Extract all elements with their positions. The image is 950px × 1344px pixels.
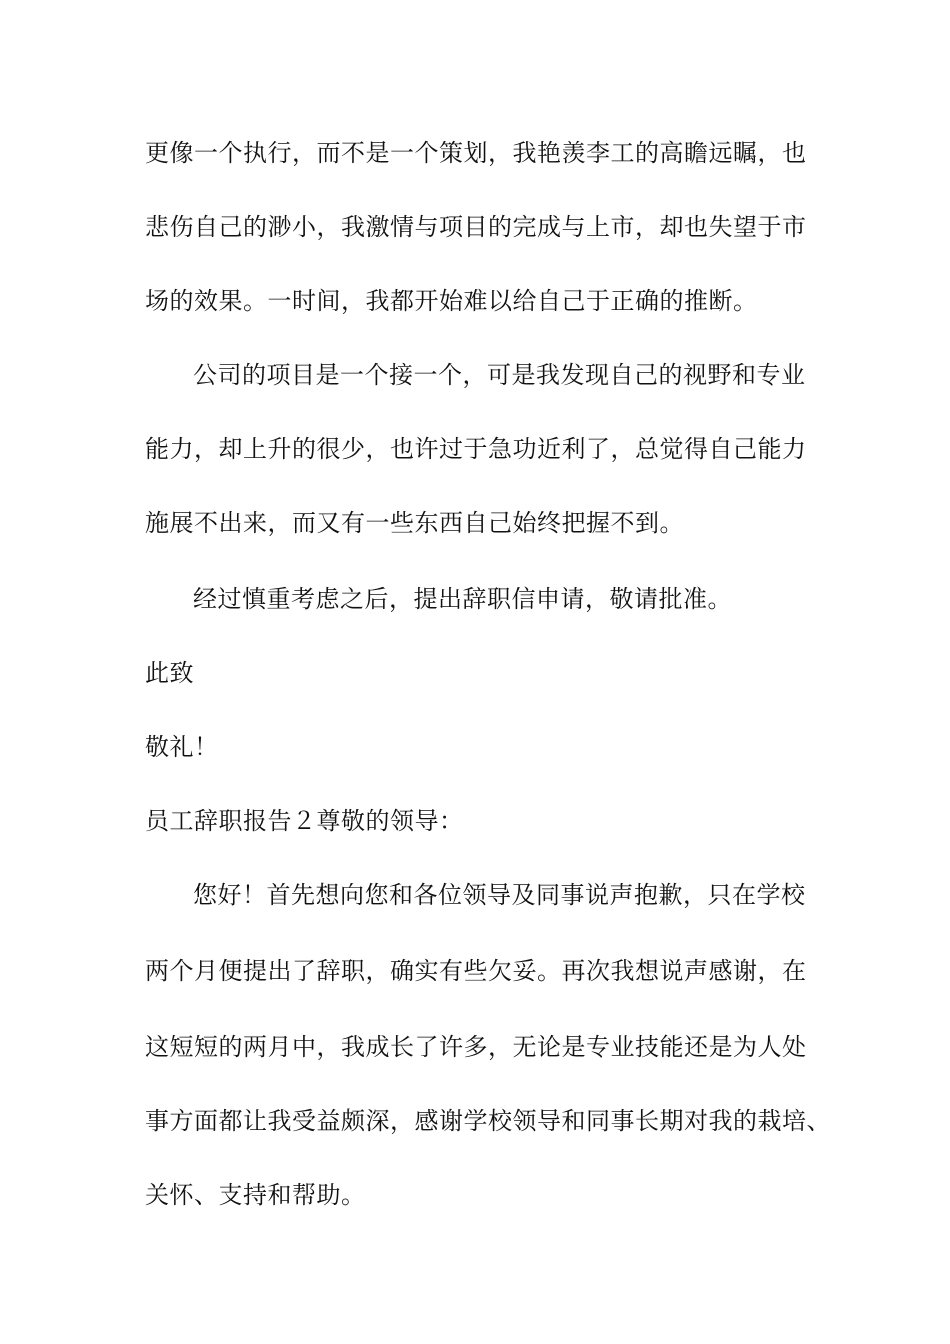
paragraph-line-4: 公司的项目是一个接一个，可是我发现自己的视野和专业 xyxy=(193,361,806,389)
paragraph-line-12: 关怀、支持和帮助。 xyxy=(145,1181,366,1209)
paragraph-line-2: 悲伤自己的渺小，我激情与项目的完成与上市，却也失望于市 xyxy=(145,213,807,241)
section-heading: 员工辞职报告２尊敬的领导： xyxy=(145,807,464,835)
paragraph-line-7: 经过慎重考虑之后，提出辞职信申请，敬请批准。 xyxy=(193,585,732,613)
paragraph-line-11: 事方面都让我受益颇深，感谢学校领导和同事长期对我的栽培、 xyxy=(145,1107,831,1135)
paragraph-line-6: 施展不出来，而又有一些东西自己始终把握不到。 xyxy=(145,509,684,537)
closing-regards: 敬礼！ xyxy=(145,733,219,761)
paragraph-line-8: 您好！首先想向您和各位领导及同事说声抱歉，只在学校 xyxy=(193,881,806,909)
closing-salutation: 此致 xyxy=(145,659,194,687)
paragraph-line-3: 场的效果。一时间，我都开始难以给自己于正确的推断。 xyxy=(145,287,758,315)
paragraph-line-5: 能力，却上升的很少，也许过于急功近利了，总觉得自己能力 xyxy=(145,435,807,463)
paragraph-line-10: 这短短的两月中，我成长了许多，无论是专业技能还是为人处 xyxy=(145,1033,807,1061)
paragraph-line-9: 两个月便提出了辞职，确实有些欠妥。再次我想说声感谢，在 xyxy=(145,957,807,985)
paragraph-line-1: 更像一个执行，而不是一个策划，我艳羡李工的高瞻远瞩，也 xyxy=(145,139,807,167)
